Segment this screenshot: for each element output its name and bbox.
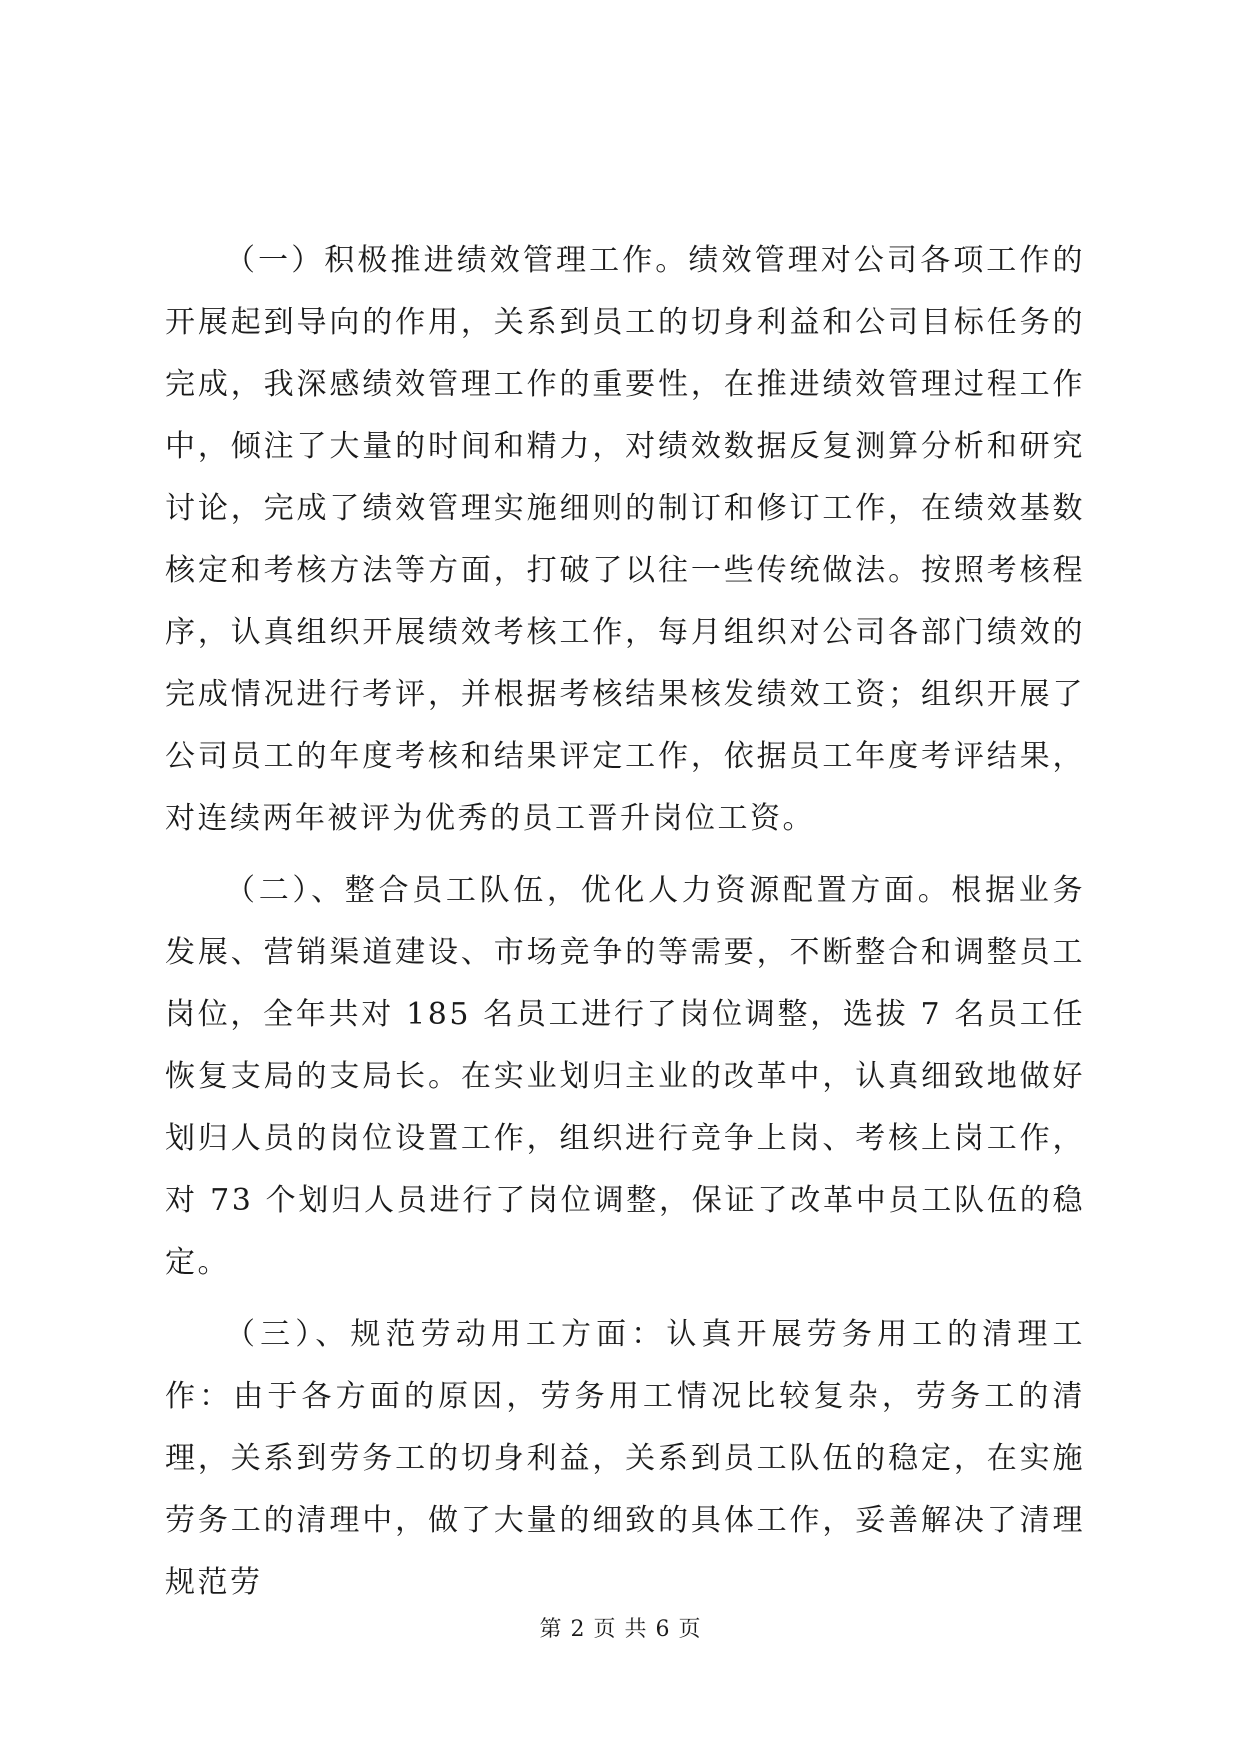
paragraph-labor-regulation: （三）、规范劳动用工方面：认真开展劳务用工的清理工作：由于各方面的原因，劳务用工情况比较复杂，劳务工的清理，关系到劳务工的切身利益，关系到员工队伍的稳定，在实施劳务工的清理中，做了大量的细致的具体工作，妥善解决了清理规范劳 xyxy=(165,1317,1085,1600)
page-number-footer: 第 2 页 共 6 页 xyxy=(539,1617,702,1642)
paragraph-performance-management: （一）积极推进绩效管理工作。绩效管理对公司各项工作的开展起到导向的作用，关系到员工的切身利益和公司目标任务的完成，我深感绩效管理工作的重要性，在推进绩效管理过程工作中，倾注了大量的时间和精力，对绩效数据反复测算分析和研究讨论，完成了绩效管理实施细则的制订和修订工作，在绩效基数核定和考核方法等方面，打破了以往一些传统做法。按照考核程序，认真组织开展绩效考核工作，每月组织对公司各部门绩效的完成情况进行考评，并根据考核结果核发绩效工资；组织开展了公司员工的年度考核和结果评定工作，依据员工年度考评结果，对连续两年被评为优秀的员工晋升岗位工资。 xyxy=(165,243,1085,836)
document-body xyxy=(165,230,1085,1614)
paragraph-staff-integration: （二）、整合员工队伍，优化人力资源配置方面。根据业务发展、营销渠道建设、市场竞争的等需要，不断整合和调整员工岗位，全年共对 185 名员工进行了岗位调整，选拔 7 名员工任恢复支局的支局长。在实业划归主业的改革中，认真细致地做好划归人员的岗位设置工作，组织进行竞争上岗、考核上岗工作，对 73 个划归人员进行了岗位调整，保证了改革中员工队伍的稳定。 xyxy=(165,873,1085,1280)
